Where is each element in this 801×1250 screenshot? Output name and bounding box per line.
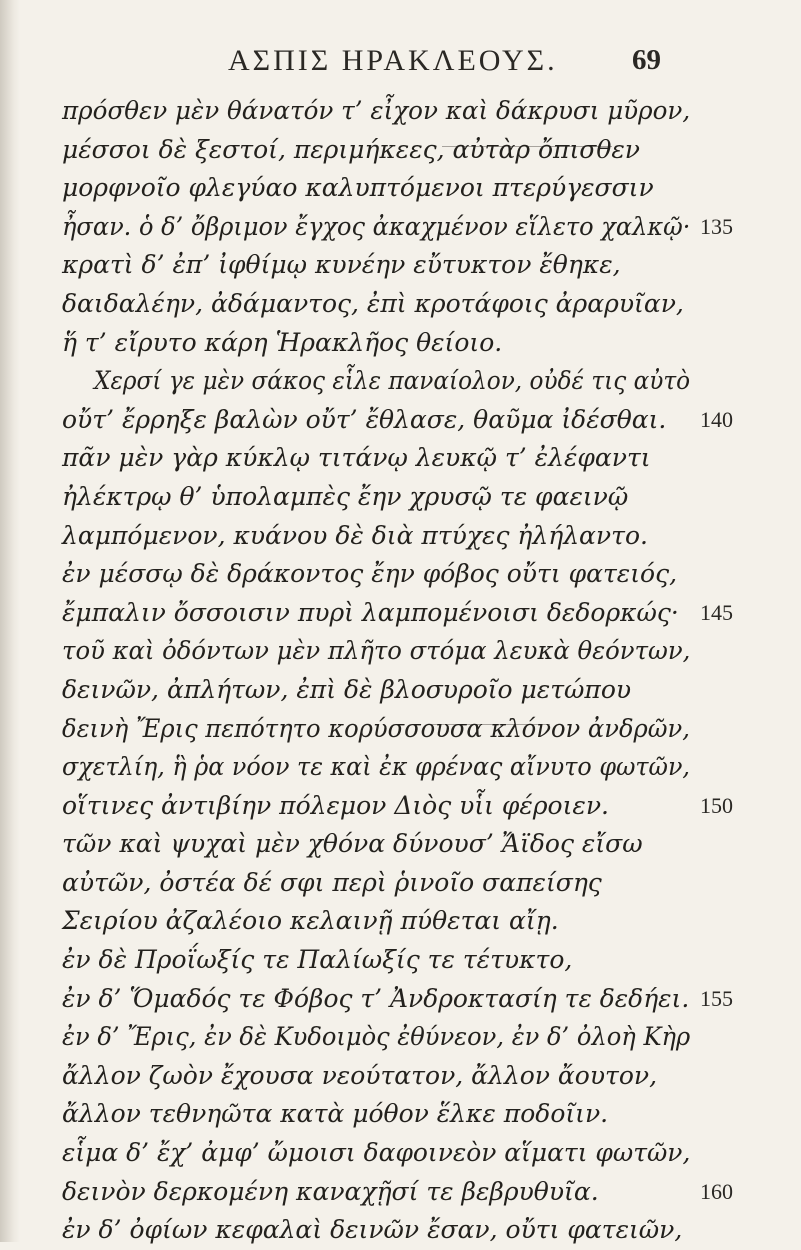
line-number: 160 [700,1178,733,1204]
verse-text: μέσσοι δὲ ξεστοί, περιμήκεες, αὐτὰρ ὄπισθεν [62,134,640,164]
verse-text: λαμπόμενον, κυάνου δὲ διὰ πτύχες ἠλήλαντο. [62,520,648,550]
line-number: 150 [700,792,733,818]
verse-line [0,208,801,247]
verse-text: Χερσί γε μὲν σάκος εἷλε παναίολον, οὐδέ τις αὐτὸ [94,366,691,396]
verse-text: πρόσθεν μὲν θάνατόν τ’ εἶχον καὶ δάκρυσι μῦρον, [62,96,691,125]
verse-line [0,478,801,517]
verse-text: σχετλίη, ἣ ῥα νόον τε καὶ ἐκ φρένας αἴνυτο φωτῶν, [62,752,690,782]
verse-line [0,825,801,864]
verse-text: οἵτινες ἀντιβίην πόλεμον Διὸς υἷι φέροιεν. [62,790,609,820]
verse-text: αὐτῶν, ὀστέα δέ σφι περὶ ῥινοῖο σαπείσης [62,867,602,897]
verse-line [0,401,801,440]
verse-line [0,941,801,980]
page-number: 69 [632,44,661,76]
verse-line [0,92,801,131]
verse-line [0,517,801,556]
verse-text: ἐν δ’ Ἔρις, ἐν δὲ Κυδοιμὸς ἐθύνεον, ἐν δ’ ὀλοὴ Κὴρ [62,1022,691,1052]
verse-line [0,169,801,208]
verse-line [0,246,801,285]
verse-line [0,439,801,478]
verse-line [0,131,801,170]
verse-text: δεινὸν δερκομένη καναχῇσί τε βεβρυθυῖα. [62,1176,599,1206]
verse-line [0,1095,801,1134]
verse-text: ἐν δὲ Προΐωξίς τε Παλίωξίς τε τέτυκτο, [62,945,573,975]
line-number: 145 [700,599,733,625]
verse-text: πᾶν μὲν γὰρ κύκλῳ τιτάνῳ λευκῷ τ’ ἐλέφαντι [62,443,651,473]
verse-line [0,787,801,826]
verse-text: εἷμα δ’ ἔχ’ ἀμφ’ ὤμοισι δαφοινεὸν αἵματι φωτῶν, [62,1138,691,1168]
verse-line [0,1134,801,1173]
verse-text: Σειρίου ἀζαλέοιο κελαινῇ πύθεται αἴῃ. [62,906,559,936]
verse-text: ἐν δ’ ὀφίων κεφαλαὶ δεινῶν ἔσαν, οὔτι φατειῶν, [62,1215,683,1245]
verse-text: κρατὶ δ’ ἐπ’ ἰφθίμῳ κυνέην εὔτυκτον ἔθηκε, [62,250,621,280]
verse-text: τῶν καὶ ψυχαὶ μὲν χθόνα δύνουσ’ Ἄϊδος εἴσω [62,829,643,859]
verse-text: οὔτ’ ἔρρηξε βαλὼν οὔτ’ ἔθλασε, θαῦμα ἰδέσθαι. [62,404,667,434]
verse-line [0,1211,801,1250]
verse-text: ἄλλον τεθνηῶτα κατὰ μόθον ἕλκε ποδοῖιν. [62,1099,609,1129]
page-header [0,44,801,84]
verse-text: τοῦ καὶ ὀδόντων μὲν πλῆτο στόμα λευκὰ θεόντων, [62,636,691,666]
verse-text: δαιδαλέην, ἀδάμαντος, ἐπὶ κροτάφοις ἀραρυῖαν, [62,288,684,318]
verse-line [0,1057,801,1096]
verse-text: ἐν μέσσῳ δὲ δράκοντος ἔην φόβος οὔτι φατειός, [62,559,678,589]
line-number: 135 [700,213,733,239]
verse-line [0,632,801,671]
verse-text: μορφνοῖο φλεγύαο καλυπτόμενοι πτερύγεσσιν [62,173,654,203]
verse-text: ἐν δ’ Ὅμαδός τε Φόβος τ’ Ἀνδροκτασίη τε δεδήει. [62,983,690,1013]
verse-text: ἠλέκτρῳ θ’ ὑπολαμπὲς ἔην χρυσῷ τε φαεινῷ [62,481,629,511]
verse-text: ἦσαν. ὁ δ’ ὄβριμον ἔγχος ἀκαχμένον εἵλετο χαλκῷ· [62,211,691,241]
verse-line [0,671,801,710]
verse-line [0,362,801,401]
verse-text: δεινῶν, ἀπλήτων, ἐπὶ δὲ βλοσυροῖο μετώπου [62,674,632,704]
verse-block [0,92,801,1250]
verse-line [0,594,801,633]
verse-line [0,1173,801,1212]
verse-line [0,710,801,749]
verse-text: ἥ τ’ εἴρυτο κάρη Ἡρακλῆος θείοιο. [62,327,503,357]
verse-text: ἔμπαλιν ὄσσοισιν πυρὶ λαμπομένοισι δεδορκώς· [62,597,679,627]
verse-line [0,555,801,594]
verse-text: ἄλλον ζωὸν ἔχουσα νεούτατον, ἄλλον ἄουτον, [62,1060,658,1090]
verse-line [0,748,801,787]
running-title: ΑΣΠΙΣ ΗΡΑΚΛΕΟΥΣ. [228,44,558,77]
verse-line [0,285,801,324]
line-number: 140 [700,406,733,432]
verse-line [0,864,801,903]
line-number: 155 [700,985,733,1011]
verse-line [0,324,801,363]
verse-line [0,980,801,1019]
verse-line [0,1018,801,1057]
verse-line [0,902,801,941]
verse-text: δεινὴ Ἔρις πεπότητο κορύσσουσα κλόνον ἀνδρῶν, [62,713,690,743]
